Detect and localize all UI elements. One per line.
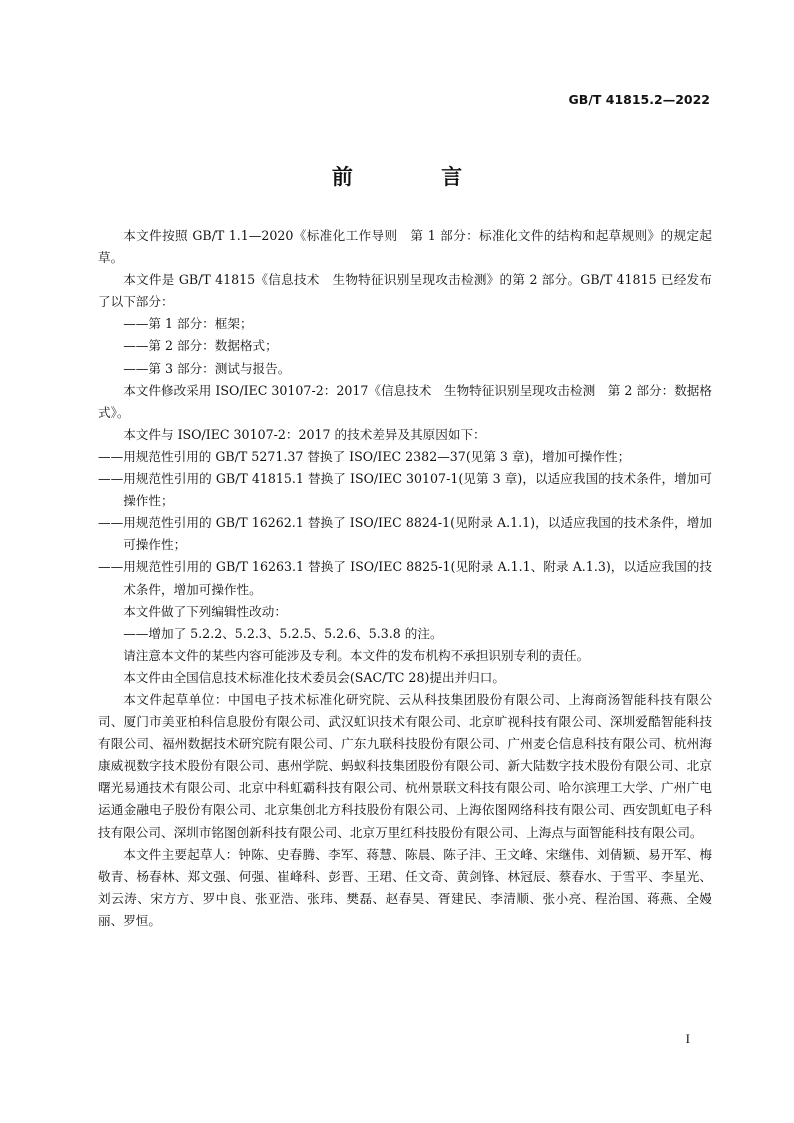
list-item: ——第 1 部分：框架； xyxy=(123,316,253,332)
list-item: ——用规范性引用的 GB/T 41815.1 替换了 ISO/IEC 30107-1(见第 3 章)，以适应我国的技术条件，增加可操作性； xyxy=(98,471,712,509)
list-item: ——第 2 部分：数据格式； xyxy=(123,338,278,354)
standard-number: GB/T 41815.2—2022 xyxy=(568,92,710,107)
list-item: ——增加了 5.2.2、5.2.3、5.2.5、5.2.6、5.3.8 的注。 xyxy=(123,625,443,641)
paragraph: 本文件按照 GB/T 1.1—2020《标准化工作导则 第 1 部分：标准化文件的结构和起草规则》的规定起草。 xyxy=(98,228,712,266)
list-item: ——用规范性引用的 GB/T 16262.1 替换了 ISO/IEC 8824-1(见附录 A.1.1)，以适应我国的技术条件，增加可操作性； xyxy=(98,515,712,553)
paragraph: 请注意本文件的某些内容可能涉及专利。本文件的发布机构不承担识别专利的责任。 xyxy=(123,647,590,663)
page-title: 前 言 xyxy=(331,164,496,189)
list-item: ——用规范性引用的 GB/T 16263.1 替换了 ISO/IEC 8825-1(见附录 A.1.1、附录 A.1.3)，以适应我国的技术条件，增加可操作性。 xyxy=(98,559,712,597)
paragraph: 本文件与 ISO/IEC 30107-2：2017 的技术差异及其原因如下： xyxy=(123,426,486,442)
page-number: I xyxy=(685,1031,690,1046)
paragraph: 本文件主要起草人：钟陈、史春腾、李军、蒋慧、陈晨、陈子沣、王文峰、宋继伟、刘倩颖、易开军、梅敬青、杨春林、郑文强、何强、崔峰科、彭晋、王珺、任文奇、黄剑锋、林冠辰、蔡春水、于雪平、李星光、刘云涛、宋方方、罗中良、张亚浩、张玮、樊磊、赵春昊、胥建民、李清顺、张小亮、程治国、蒋燕、全嫚丽、罗恒。 xyxy=(98,846,712,928)
paragraph: 本文件做了下列编辑性改动： xyxy=(123,603,287,619)
paragraph: 本文件由全国信息技术标准化技术委员会(SAC/TC 28)提出并归口。 xyxy=(123,669,505,685)
paragraph: 本文件起草单位：中国电子技术标准化研究院、云从科技集团股份有限公司、上海商汤智能科技有限公司、厦门市美亚柏科信息股份有限公司、武汉虹识技术有限公司、北京旷视科技有限公司、深圳爱酷智能科技有限公司、福州数据技术研究院有限公司、广东九联科技股份有限公司、广州麦仑信息科技有限公司、杭州海康威视数字技术股份有限公司、惠州学院、蚂蚁科技集团股份有限公司、新大陆数字技术股份有限公司、北京曙光易通技术有限公司、北京中科虹霸科技有限公司、杭州景联文科技有限公司、哈尔滨理工大学、广州广电运通金融电子股份有限公司、北京集创北方科技股份有限公司、上海依图网络科技有限公司、西安凯虹电子科技有限公司、深圳市铭图创新科技有限公司、北京万里红科技股份有限公司、上海点与面智能科技有限公司。 xyxy=(98,691,712,840)
list-item: ——第 3 部分：测试与报告。 xyxy=(123,360,291,376)
foreword-body xyxy=(98,225,712,932)
paragraph: 本文件修改采用 ISO/IEC 30107-2：2017《信息技术 生物特征识别呈现攻击检测 第 2 部分：数据格式》。 xyxy=(98,382,712,420)
paragraph: 本文件是 GB/T 41815《信息技术 生物特征识别呈现攻击检测》的第 2 部分。GB/T 41815 已经发布了以下部分： xyxy=(98,272,712,310)
list-item: ——用规范性引用的 GB/T 5271.37 替换了 ISO/IEC 2382—37(见第 3 章)，增加可操作性； xyxy=(98,448,631,464)
